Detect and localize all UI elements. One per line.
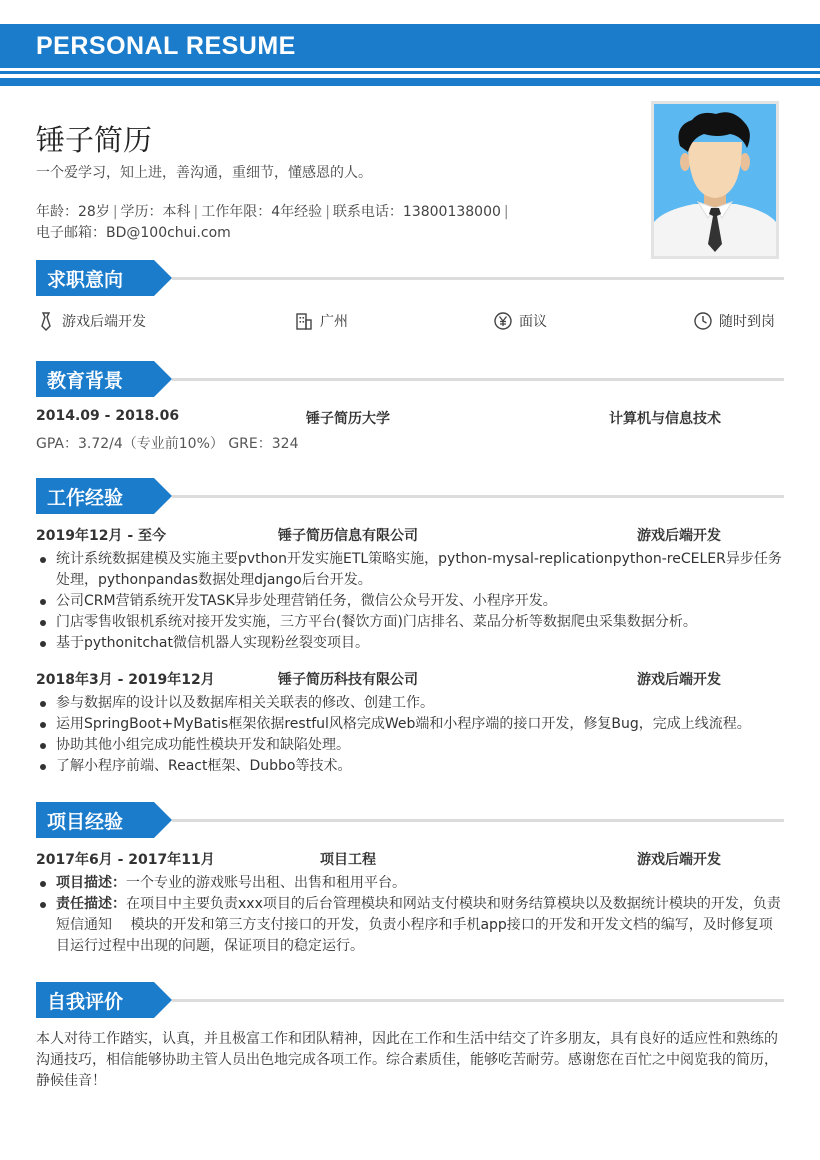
header-band	[0, 24, 820, 68]
section-title: 项目经验	[47, 811, 124, 833]
section-education	[36, 361, 784, 397]
intent-arrival: 随时到岗	[693, 309, 775, 333]
work-company: 锤子简历信息有限公司	[278, 528, 418, 544]
section-rule	[172, 378, 784, 381]
list-item: 参与数据库的设计以及数据库相关关联表的修改、创建工作。	[36, 693, 786, 714]
section-title: 工作经验	[47, 487, 124, 509]
list-item: 公司CRM营销系统开发TASK异步处理营销任务，微信公众号开发、小程序开发。	[36, 591, 786, 612]
work-duties	[36, 549, 786, 654]
page-title: PERSONAL RESUME	[36, 32, 296, 60]
project-period: 2017年6月 - 2017年11月	[36, 852, 215, 868]
section-title: 自我评价	[47, 991, 124, 1013]
work-company: 锤子简历科技有限公司	[278, 672, 418, 688]
section-rule	[172, 999, 784, 1002]
candidate-motto: 一个爱学习，知上进，善沟通，重细节，懂感恩的人。	[36, 165, 372, 181]
project-role: 游戏后端开发	[637, 852, 721, 868]
intent-position: 游戏后端开发	[36, 309, 146, 333]
edu-detail: GPA：3.72/4（专业前10%） GRE：324	[36, 436, 299, 452]
header-rule-thick	[0, 78, 820, 86]
list-item: 了解小程序前端、React框架、Dubbo等技术。	[36, 756, 786, 777]
header-rule-thin	[0, 71, 820, 74]
section-work	[36, 478, 784, 514]
basic-info-line: 年龄：28岁 | 学历：本科 | 工作年限：4年经验 | 联系电话：13800138000 |	[36, 204, 509, 220]
work-period: 2019年12月 - 至今	[36, 528, 167, 544]
edu-period: 2014.09 - 2018.06	[36, 408, 180, 424]
yen-icon	[493, 311, 513, 331]
section-project	[36, 802, 784, 838]
section-title: 求职意向	[47, 269, 124, 291]
intent-city: 广州	[294, 309, 348, 333]
list-item: 责任描述：在项目中主要负责xxx项目的后台管理模块和网站支付模块和财务结算模块以及数据统计模块的开发，负责短信通知 模块的开发和第三方支付接口的开发，负责小程序和手机app接口的开发和开发文档的编写，及时修复项目运行过程中出现的问题，保证项目的稳定运行。	[36, 894, 786, 957]
intent-salary: 面议	[493, 309, 547, 333]
section-rule	[172, 819, 784, 822]
list-item: 基于pythonitchat微信机器人实现粉丝裂变项目。	[36, 633, 786, 654]
clock-icon	[693, 311, 713, 331]
work-years: 工作年限：4年经验	[201, 204, 323, 220]
list-item: 门店零售收银机系统对接开发实施，三方平台(餐饮方面)门店排名、菜品分析等数据爬虫采集数据分析。	[36, 612, 786, 633]
avatar	[651, 101, 779, 259]
section-title: 教育背景	[47, 370, 124, 392]
tie-icon	[36, 311, 56, 331]
email: 电子邮箱：BD@100chui.com	[36, 225, 231, 241]
section-self-evaluation	[36, 982, 784, 1018]
phone: 联系电话：13800138000	[332, 204, 501, 220]
building-icon	[294, 311, 314, 331]
work-duties	[36, 693, 786, 777]
self-evaluation-text: 本人对待工作踏实，认真，并且极富工作和团队精神，因此在工作和生活中结交了许多朋友，具有良好的适应性和熟练的沟通技巧，相信能够协助主管人员出色地完成各项工作。综合素质佳，能够吃苦耐劳。感谢您在百忙之中阅览我的简历，静候佳音！	[36, 1031, 778, 1089]
project-details	[36, 873, 786, 957]
work-period: 2018年3月 - 2019年12月	[36, 672, 215, 688]
education-level: 学历：本科	[120, 204, 191, 220]
section-rule	[172, 495, 784, 498]
age: 年龄：28岁	[36, 204, 110, 220]
project-name: 项目工程	[320, 852, 376, 868]
section-rule	[172, 277, 784, 280]
edu-major: 计算机与信息技术	[609, 411, 721, 427]
list-item: 运用SpringBoot+MyBatis框架依据restful风格完成Web端和小程序端的接口开发，修复Bug，完成上线流程。	[36, 714, 786, 735]
work-role: 游戏后端开发	[637, 672, 721, 688]
list-item: 项目描述：一个专业的游戏账号出租、出售和租用平台。	[36, 873, 786, 894]
edu-school: 锤子简历大学	[306, 411, 390, 427]
section-job-intent	[36, 260, 784, 296]
list-item: 统计系统数据建模及实施主要pvthon开发实施ETL策略实施，python-mysal-replicationpython-reCELER异步任务处理，pythonpandas数据处理django后台开发。	[36, 549, 786, 591]
work-role: 游戏后端开发	[637, 528, 721, 544]
candidate-name: 锤子简历	[36, 123, 153, 157]
list-item: 协助其他小组完成功能性模块开发和缺陷处理。	[36, 735, 786, 756]
